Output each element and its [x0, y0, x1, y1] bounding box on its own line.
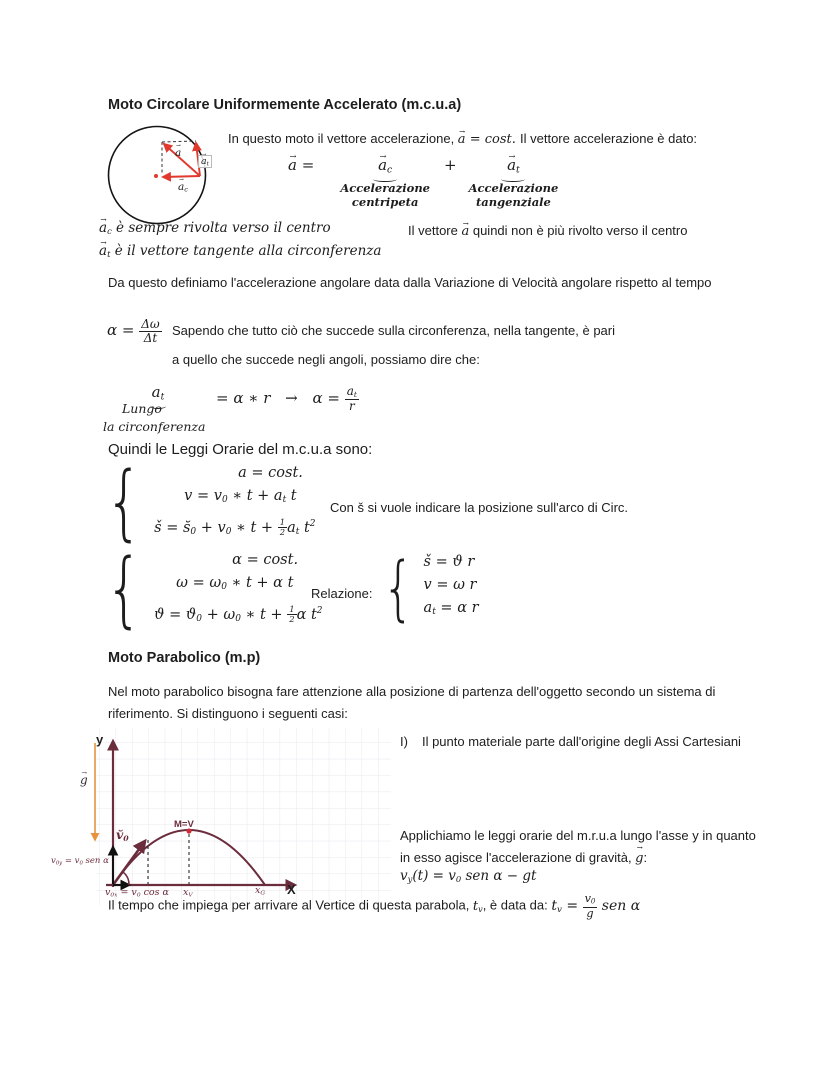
plus-sign: +: [444, 156, 457, 174]
case-item-number: I): [400, 734, 408, 749]
parabola-graph: [50, 726, 395, 918]
g-vector-inline: g →: [635, 851, 643, 866]
paragraph-parabolico: Nel moto parabolico bisogna fare attenzione alla posizione di partenza dell'oggetto secondo un sistema di riferimento. Si distinguono i seguenti casi:: [108, 684, 716, 721]
v0y-label: $v_{0y} = v_0$ sen α: [51, 856, 109, 867]
x-axis-label: X: [287, 882, 296, 897]
alpha-text-line2: a quello che succede negli angoli, possiamo dire che:: [172, 352, 480, 367]
circle-diagram-svg: [99, 119, 217, 231]
a-vector-inline: a →: [458, 132, 466, 147]
v0x-label: $v_{0x} = v_0$ cos α: [105, 887, 169, 899]
lungo-label: Lungo: [122, 401, 162, 416]
parabola-graph-svg: [50, 726, 395, 918]
case-item-1: I) Il punto materiale parte dall'origine degli Assi Cartesiani: [400, 734, 741, 749]
paragraph-angular-acceleration: Da questo definiamo l'accelerazione angolare data dalla Variazione di Velocità angolare rispetto al tempo: [108, 275, 712, 290]
at-underbrace-symbol: $a_t$: [150, 383, 166, 409]
at-equation: = α ∗ r → α = $\frac{a_t}{r}$: [216, 384, 357, 414]
vy-formula: $v_y(t) = v_0$ sen α − gt: [400, 868, 537, 885]
centripetal-term: $a \to_c$ Accelerazione centripeta: [340, 156, 430, 209]
system-relazioni: { š = ϑ r v = ω r $a_t = \alpha$ r: [376, 551, 479, 624]
relazione-label: Relazione:: [311, 586, 373, 601]
arc-position-note: Con š si vuole indicare la posizione sull'arco di Circ.: [330, 500, 629, 515]
vector-sum-formula: [288, 156, 558, 209]
leggi-orarie-heading: Quindi le Leggi Orarie del m.c.u.a sono:: [108, 441, 373, 458]
paragraph-leggi-orarie-y: Applichiamo le leggi orarie del m.r.u.a lungo l'asse y in quanto in esso agisce l'accelerazione di gravità, g →:: [400, 825, 756, 869]
resultant-vector-arrow: [164, 144, 200, 176]
grid-background: [96, 728, 391, 905]
gravity-label: g →: [80, 773, 88, 787]
formula-lhs: a → =: [288, 156, 314, 174]
system-leggi-orarie-theta: { α = cost. $\omega = \omega_0$ ∗ t + α t $ϑ = ϑ_0 + \omega_0$ ∗ t + $\frac{1}{2}$ α $t^2$: [98, 549, 323, 631]
one-half-fraction: $\frac{1}{2}$: [279, 516, 286, 538]
xg-label: $x_G$: [255, 885, 266, 897]
one-half-fraction: $\frac{1}{2}$: [289, 603, 295, 625]
system-leggi-orarie-s: { a = cost. $v = v_0$ ∗ $t + a_t$ t š = $s̆_0 + v_0$ ∗ t + $\frac{1}{2}$ $a_t$ $t^2$: [98, 462, 316, 544]
section1-title: Moto Circolare Uniformemente Accelerato (m.c.u.a): [108, 97, 462, 113]
alpha-text-line1: Sapendo che tutto ciò che succede sulla circonferenza, nella tangente, è pari: [172, 323, 616, 338]
v0-vector-label: $v̆_0$: [116, 827, 129, 843]
y-axis-label: y: [96, 732, 104, 747]
vector-at-label: $a \to_t$: [198, 155, 212, 168]
circle-diagram: [99, 119, 217, 231]
tangential-term: $a \to_t$ Accelerazione tangenziale: [469, 156, 559, 209]
at-over-r: $\frac{a_t}{r}$: [346, 384, 357, 414]
section2-title: Moto Parabolico (m.p): [108, 650, 261, 666]
vertex-time-line: Il tempo che impiega per arrivare al Vertice di questa parabola, $t_v$, è data da: $t_v$ = $\frac{v_0}{g}$ sen α: [108, 892, 641, 920]
curly-brace: [105, 549, 143, 631]
note-centripetal: $a \to_c$ è sempre rivolta verso il centro: [99, 220, 331, 236]
v0-over-g-fraction: $\frac{v_0}{g}$: [584, 892, 596, 920]
curly-brace: [105, 462, 143, 544]
vector-a-label: a →: [175, 147, 181, 159]
implies-arrow: →: [285, 388, 298, 407]
vector-ac-label: $a \to_c$: [178, 181, 188, 194]
curly-brace: [382, 553, 414, 623]
note-tangential: $a \to_t$ è il vettore tangente alla circonferenza: [99, 243, 381, 259]
note-resultant: Il vettore a → quindi non è più rivolto verso il centro: [408, 223, 687, 239]
acceleration-vectors: [163, 143, 200, 177]
intro-line: In questo moto il vettore accelerazione, a → = cost. Il vettore accelerazione è dato:: [228, 131, 697, 147]
circonferenza-label: la circonferenza: [103, 419, 206, 434]
xv-label: $x_V$: [183, 887, 193, 899]
vertex-label: M=V: [174, 819, 194, 830]
alpha-formula: α = $\frac{\Delta\omega}{\Delta t}$: [107, 317, 160, 346]
delta-omega-over-delta-t: $\frac{\Delta\omega}{\Delta t}$: [141, 317, 160, 346]
